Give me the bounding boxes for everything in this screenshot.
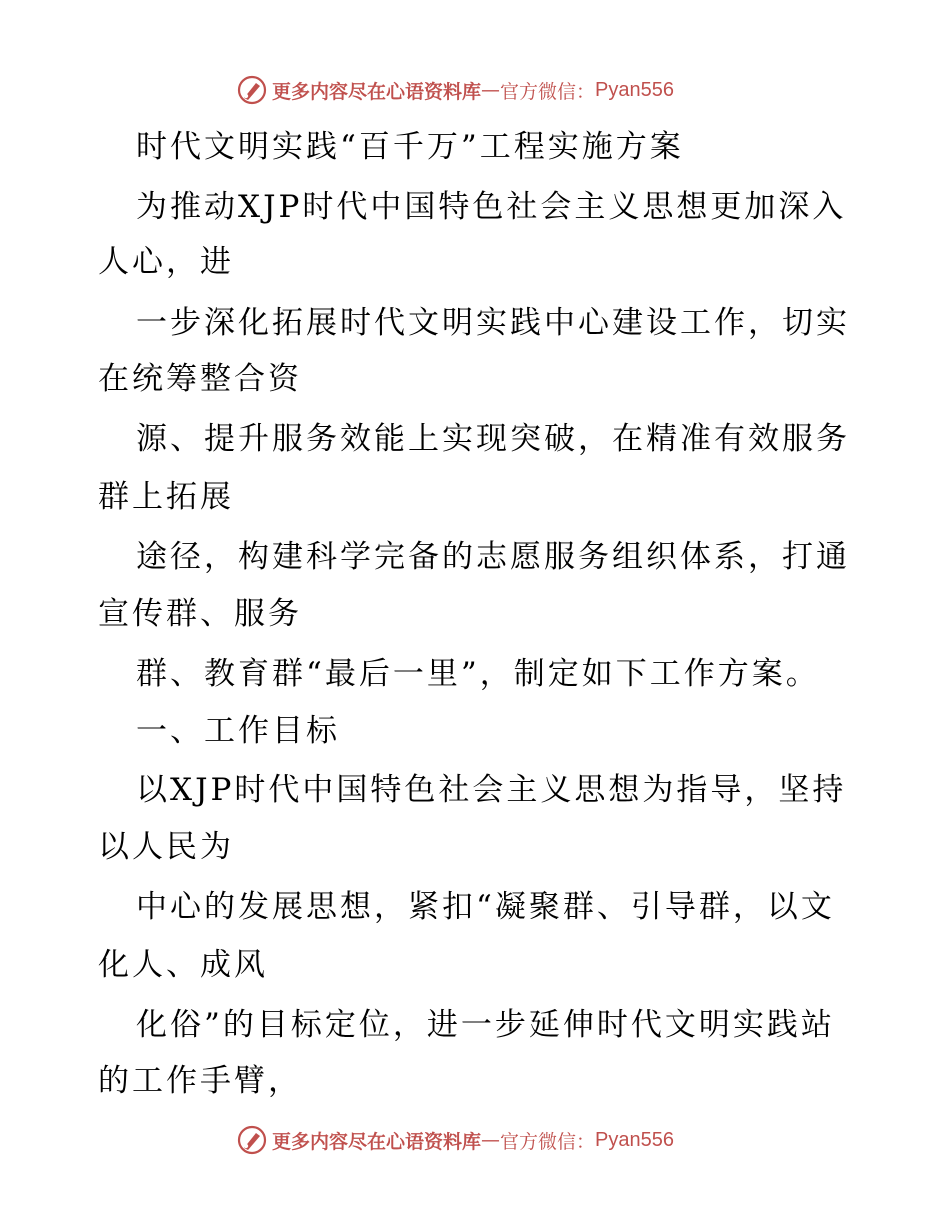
paragraph-line: 一步深化拓展时代文明实践中心建设工作，切实 (136, 305, 850, 341)
header-watermark (236, 73, 674, 107)
section-heading: 一、工作目标 (136, 713, 340, 749)
paragraph-line: 化人、成风 (98, 947, 268, 983)
paragraph-line: 以XJP时代中国特色社会主义思想为指导，坚持 (136, 772, 847, 808)
paragraph-line: 的工作手臂， (98, 1063, 302, 1099)
paragraph-line: 群、教育群“最后一里”，制定如下工作方案。 (136, 656, 820, 692)
paragraph-line: 中心的发展思想，紧扣“凝聚群、引导群，以文 (136, 889, 835, 925)
paragraph-line: 源、提升服务效能上实现突破，在精准有效服务 (136, 421, 850, 457)
header-brand: 更多内容尽在心语资料库 (272, 80, 482, 103)
footer-watermark (236, 1123, 674, 1157)
footer-brand: 更多内容尽在心语资料库 (272, 1130, 482, 1153)
pen-nib-logo-icon (236, 74, 268, 106)
paragraph-line: 人心，进 (98, 244, 234, 280)
paragraph-line: 途径，构建科学完备的志愿服务组织体系，打通 (136, 539, 850, 575)
paragraph-line: 在统筹整合资 (98, 361, 302, 397)
document-title: 时代文明实践“百千万”工程实施方案 (136, 129, 684, 165)
footer-wechat-label: 官方微信： (500, 1130, 596, 1153)
paragraph-line: 为推动XJP时代中国特色社会主义思想更加深入 (136, 189, 847, 225)
header-wechat-id: Pyan556 (595, 78, 674, 101)
paragraph-line: 以人民为 (98, 829, 234, 865)
footer-wechat-id: Pyan556 (595, 1128, 674, 1151)
pen-nib-logo-icon (236, 1124, 268, 1156)
paragraph-line: 群上拓展 (98, 479, 234, 515)
header-dash: — (481, 79, 501, 101)
footer-dash: — (481, 1129, 501, 1151)
paragraph-line: 宣传群、服务 (98, 596, 302, 632)
header-wechat-label: 官方微信： (500, 80, 596, 103)
paragraph-line: 化俗”的目标定位，进一步延伸时代文明实践站 (136, 1007, 835, 1043)
